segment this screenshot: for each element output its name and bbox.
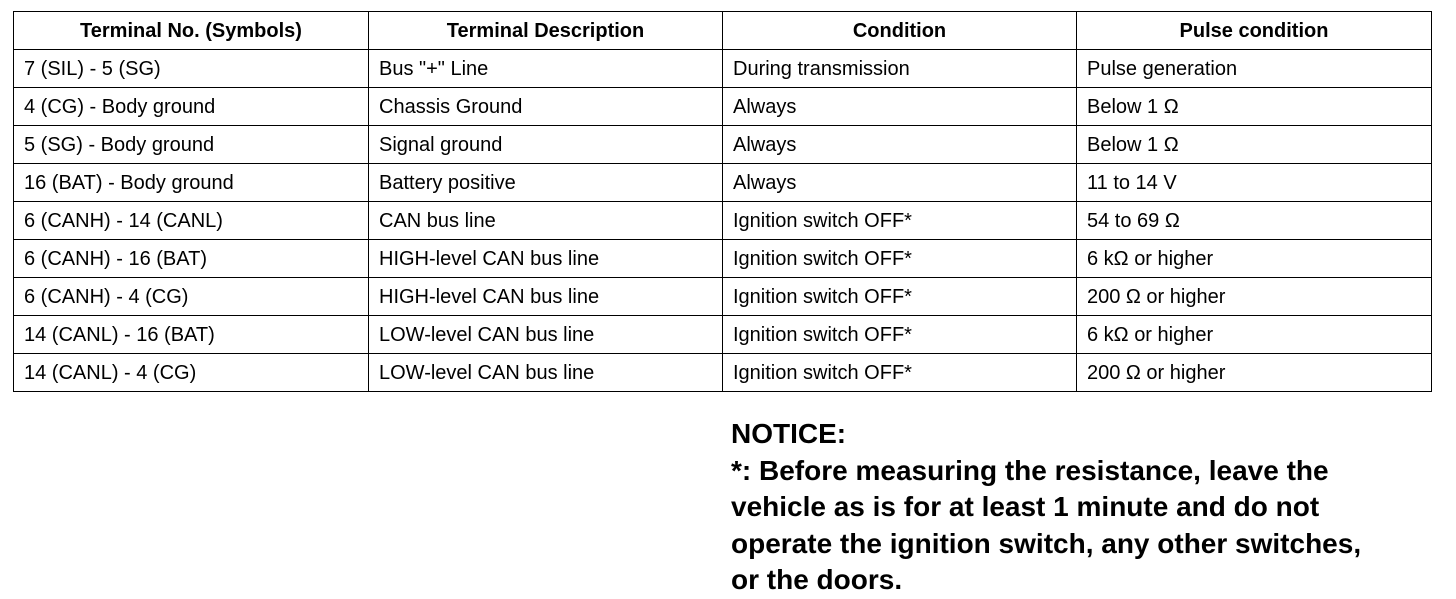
- cell-condition: Ignition switch OFF*: [723, 240, 1077, 278]
- cell-condition: During transmission: [723, 50, 1077, 88]
- table-row: [14, 278, 1432, 316]
- cell-description: Signal ground: [369, 126, 723, 164]
- table-row: [14, 316, 1432, 354]
- table-header-row: [14, 12, 1432, 50]
- cell-terminal: 6 (CANH) - 14 (CANL): [14, 202, 369, 240]
- cell-pulse-condition: 6 kΩ or higher: [1077, 240, 1432, 278]
- table-row: [14, 126, 1432, 164]
- cell-pulse-condition: 200 Ω or higher: [1077, 278, 1432, 316]
- cell-pulse-condition: 6 kΩ or higher: [1077, 316, 1432, 354]
- table-row: [14, 88, 1432, 126]
- cell-condition: Always: [723, 126, 1077, 164]
- header-condition: Condition: [723, 12, 1077, 50]
- cell-pulse-condition: Below 1 Ω: [1077, 88, 1432, 126]
- cell-condition: Ignition switch OFF*: [723, 202, 1077, 240]
- cell-terminal: 7 (SIL) - 5 (SG): [14, 50, 369, 88]
- table-row: [14, 164, 1432, 202]
- cell-description: CAN bus line: [369, 202, 723, 240]
- cell-condition: Ignition switch OFF*: [723, 278, 1077, 316]
- cell-terminal: 4 (CG) - Body ground: [14, 88, 369, 126]
- cell-condition: Always: [723, 88, 1077, 126]
- cell-description: Chassis Ground: [369, 88, 723, 126]
- cell-pulse-condition: 54 to 69 Ω: [1077, 202, 1432, 240]
- header-pulse-condition: Pulse condition: [1077, 12, 1432, 50]
- cell-terminal: 5 (SG) - Body ground: [14, 126, 369, 164]
- cell-description: Battery positive: [369, 164, 723, 202]
- notice-line: operate the ignition switch, any other switches,: [731, 527, 1362, 559]
- cell-description: LOW-level CAN bus line: [369, 316, 723, 354]
- header-terminal-no: Terminal No. (Symbols): [14, 12, 369, 50]
- cell-pulse-condition: Pulse generation: [1077, 50, 1432, 88]
- cell-description: LOW-level CAN bus line: [369, 354, 723, 392]
- cell-terminal: 14 (CANL) - 16 (BAT): [14, 316, 369, 354]
- table-row: [14, 354, 1432, 392]
- cell-pulse-condition: 200 Ω or higher: [1077, 354, 1432, 392]
- table-row: [14, 240, 1432, 278]
- cell-description: Bus "+" Line: [369, 50, 723, 88]
- cell-terminal: 6 (CANH) - 4 (CG): [14, 278, 369, 316]
- terminal-spec-table: [13, 11, 1432, 392]
- cell-condition: Always: [723, 164, 1077, 202]
- table-row: [14, 202, 1432, 240]
- cell-terminal: 16 (BAT) - Body ground: [14, 164, 369, 202]
- notice-line: *: Before measuring the resistance, leave the: [731, 454, 1329, 486]
- cell-pulse-condition: 11 to 14 V: [1077, 164, 1432, 202]
- notice-line: or the doors.: [731, 564, 903, 595]
- cell-terminal: 6 (CANH) - 16 (BAT): [14, 240, 369, 278]
- cell-condition: Ignition switch OFF*: [723, 316, 1077, 354]
- cell-condition: Ignition switch OFF*: [723, 354, 1077, 392]
- cell-terminal: 14 (CANL) - 4 (CG): [14, 354, 369, 392]
- cell-description: HIGH-level CAN bus line: [369, 240, 723, 278]
- cell-pulse-condition: Below 1 Ω: [1077, 126, 1432, 164]
- table-row: [14, 50, 1432, 88]
- notice-line: vehicle as is for at least 1 minute and do not: [731, 491, 1320, 522]
- cell-description: HIGH-level CAN bus line: [369, 278, 723, 316]
- notice-block: [731, 416, 1431, 599]
- notice-heading: NOTICE:: [731, 418, 847, 449]
- header-terminal-description: Terminal Description: [369, 12, 723, 50]
